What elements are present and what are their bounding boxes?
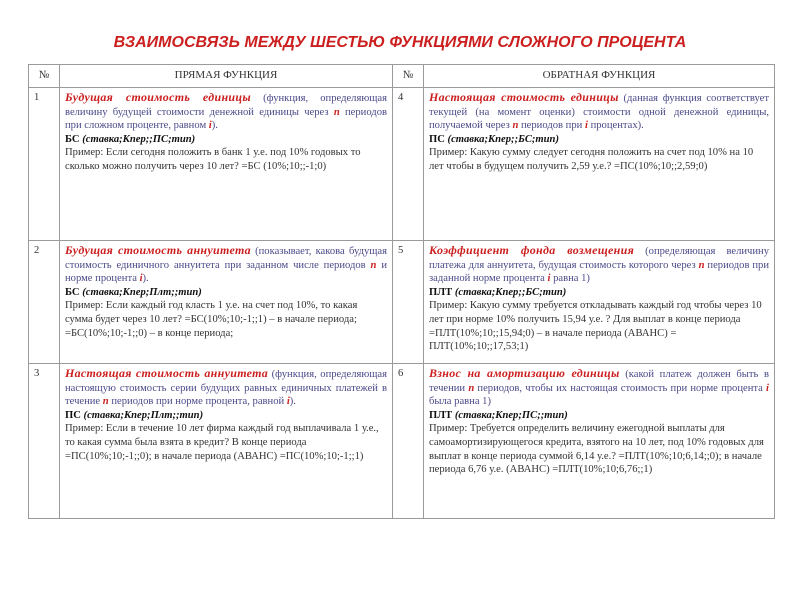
function-example: Пример: Какую сумму следует сегодня положить на счет под 10% на 10 лет чтобы в будущем получить 2,59 у.е.? =ПС(10%;10;;2,59;0)	[429, 147, 754, 172]
header-inverse-function: ОБРАТНАЯ ФУНКЦИЯ	[424, 65, 775, 88]
function-example: Пример: Если в течение 10 лет фирма каждый год выплачивала 1 у.е., то какая сумма была взята в кредит? В конце периода =ПС(10%;10;-1;;0); в начале периода (АВАНС) =ПС(10%;10;-1;;1)	[65, 423, 379, 462]
variable-n: n	[512, 120, 519, 132]
function-cell-direct	[60, 364, 393, 519]
page-title: ВЗАИМОСВЯЗЬ МЕЖДУ ШЕСТЬЮ ФУНКЦИЯМИ СЛОЖНОГО ПРОЦЕНТА	[113, 34, 687, 51]
function-description: Коэффициент фонда возмещения (определяющая величину платежа для аннуитета, будущая стоимость которого через n периодов при заданной норме процента i равна 1)	[429, 243, 769, 285]
functions-table	[28, 64, 775, 519]
header-num-right: №	[393, 65, 424, 88]
function-description: Будущая стоимость единицы (функция, определяющая величину будущей стоимости денежной единицы через n периодов при сложном проценте, равном i).	[65, 90, 388, 132]
header-direct-function: ПРЯМАЯ ФУНКЦИЯ	[60, 65, 393, 88]
variable-i: i	[584, 120, 588, 132]
function-name: Настоящая стоимость аннуитета	[65, 366, 269, 380]
header-num-left: №	[29, 65, 60, 88]
function-example: Пример: Какую сумму требуется откладывать каждый год чтобы через 10 лет при норме 10% получить 15,94 у.е. ? Для выплат в конце периода =ПЛТ(10%;10;;15,94;0) – в начале периода (АВАНС) = ПЛТ(10%;10;;17,53;1)	[429, 300, 762, 353]
variable-i: i	[208, 120, 212, 132]
function-name: Будущая стоимость единицы	[65, 90, 251, 104]
variable-n: n	[102, 396, 109, 408]
function-cell-inverse	[424, 364, 775, 519]
function-name: Коэффициент фонда возмещения	[429, 243, 635, 257]
row-number: 1	[29, 88, 60, 241]
variable-i: i	[139, 273, 143, 285]
function-example: Пример: Если каждый год класть 1 у.е. на счет под 10%, то какая сумма будет через 10 лет? =БС(10%;10;-1;;1) – в начале периода; =БС(10%;10;-1;;0) – в конце периода;	[65, 300, 358, 339]
variable-n: n	[468, 382, 475, 394]
table-header-row	[29, 65, 775, 88]
row-number: 2	[29, 241, 60, 364]
table-row	[29, 241, 775, 364]
function-formula: БС (ставка;Кпер;;ПС;тип)	[65, 133, 196, 145]
variable-n: n	[333, 106, 340, 118]
function-name: Будущая стоимость аннуитета	[65, 243, 251, 257]
function-description: Будущая стоимость аннуитета (показывает, какова будущая стоимость единичного аннуитета при заданном числе периодов n и норме процента i).	[65, 243, 387, 285]
function-name: Взнос на амортизацию единицы	[429, 366, 620, 380]
row-number: 6	[393, 364, 424, 519]
table-row	[29, 364, 775, 519]
variable-i: i	[766, 382, 769, 394]
function-formula: ПЛТ (ставка;Кпер;;БС;тип)	[429, 286, 567, 298]
function-example: Пример: Требуется определить величину ежегодной выплаты для самоамортизирующегося кредита, взятого на 10 лет, под 10% годовых для выплат в конце периода суммой 6,14 у.е.? =ПЛТ(10%;10;6,14;;0); в начале периода 6,76 у.е. (АВАНС) =ПЛТ(10%;10;6,76;;1)	[429, 423, 764, 476]
function-formula: БС (ставка;Кпер;Плт;;тип)	[65, 286, 202, 298]
table-row	[29, 88, 775, 241]
function-description: Настоящая стоимость единицы (данная функция соответствует текущей (на момент оценки) стоимости одной денежной единицы, получаемой через n периодов при i процентах).	[429, 90, 769, 132]
variable-i: i	[547, 273, 551, 285]
function-name: Настоящая стоимость единицы	[429, 90, 619, 104]
function-description: Взнос на амортизацию единицы (какой платеж должен быть в течении n периодов, чтобы их настоящая стоимость при норме процента i была равна 1)	[429, 366, 769, 408]
variable-i: i	[286, 396, 290, 408]
row-number: 5	[393, 241, 424, 364]
function-formula: ПС (ставка;Кпер;;БС;тип)	[429, 133, 559, 145]
function-cell-inverse	[424, 241, 775, 364]
row-number: 4	[393, 88, 424, 241]
function-cell-inverse	[424, 88, 775, 241]
function-formula: ПС (ставка;Кпер;Плт;;тип)	[65, 409, 204, 421]
function-cell-direct	[60, 241, 393, 364]
variable-n: n	[370, 259, 377, 271]
row-number: 3	[29, 364, 60, 519]
function-example: Пример: Если сегодня положить в банк 1 у.е. под 10% годовых то сколько можно получить через 10 лет? =БС (10%;10;;-1;0)	[65, 147, 361, 172]
function-description: Настоящая стоимость аннуитета (функция, определяющая настоящую стоимость серии будущих равных единичных платежей в течение n периодов при норме процента, равной i).	[65, 366, 387, 408]
function-cell-direct	[60, 88, 393, 241]
variable-n: n	[698, 259, 705, 271]
function-formula: ПЛТ (ставка;Кпер;ПС;;тип)	[429, 409, 568, 421]
